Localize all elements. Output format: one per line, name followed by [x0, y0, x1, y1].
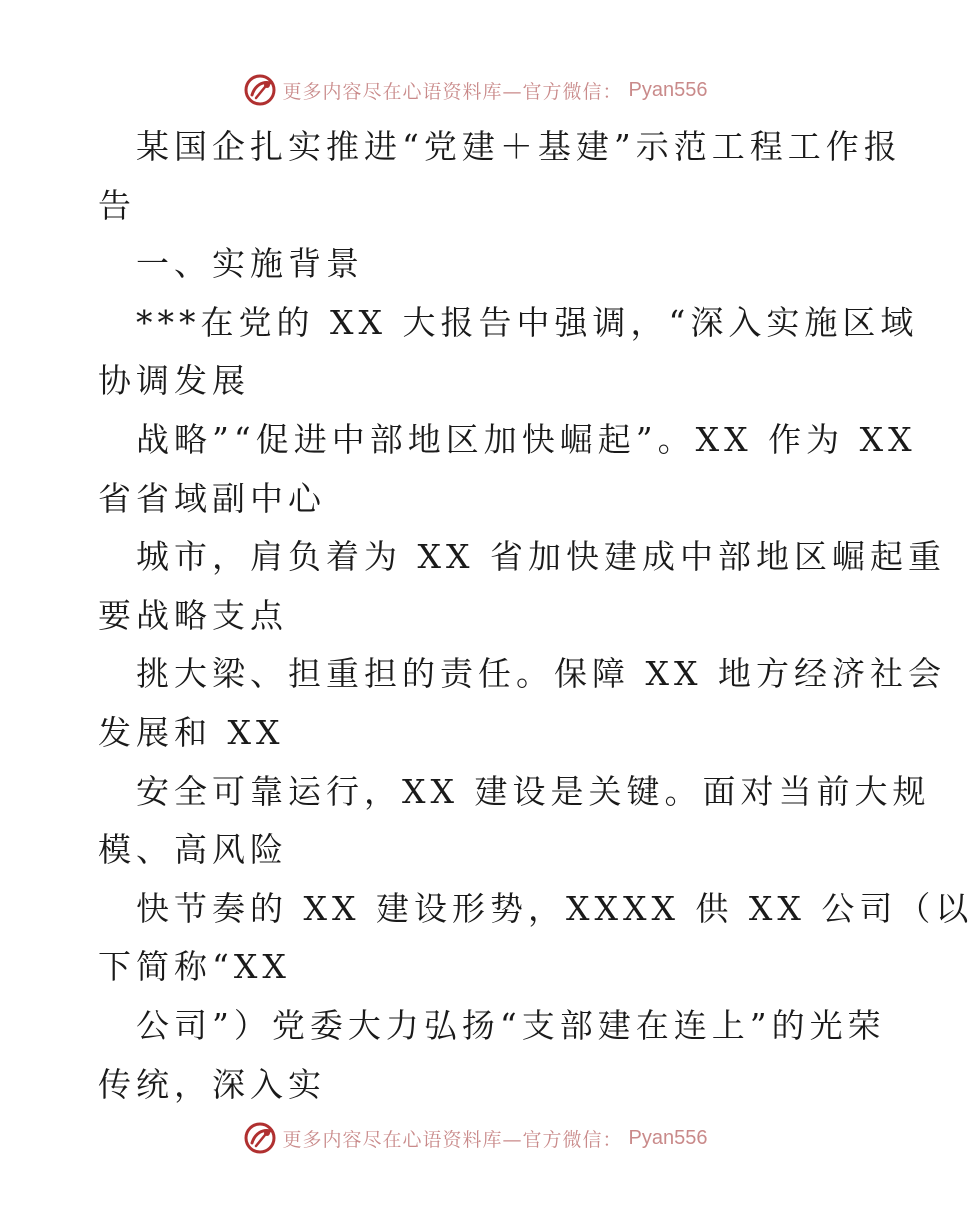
body-line: 公司”）党委大力弘扬“支部建在连上”的光荣 — [136, 1005, 886, 1045]
header-banner-text: 更多内容尽在心语资料库—官方微信： — [282, 80, 623, 103]
body-line: 下简称“XX — [98, 947, 291, 987]
doc-title-line-2: 告 — [98, 185, 136, 225]
header-banner-wechat-id: Pyan556 — [628, 78, 708, 101]
header-watermark-banner — [0, 70, 950, 110]
section-heading: 一、实施背景 — [136, 244, 364, 284]
doc-title-line-1: 某国企扎实推进“党建＋基建”示范工程工作报 — [136, 127, 902, 166]
body-line: 发展和 XX — [98, 712, 285, 752]
document-body — [98, 118, 973, 1114]
body-line: 战略”“促进中部地区加快崛起”。XX 作为 XX — [136, 419, 917, 459]
brand-logo-icon — [243, 1121, 277, 1155]
body-line: 城市，肩负着为 XX 省加快建成中部地区崛起重 — [136, 537, 946, 577]
body-line: 协调发展 — [98, 361, 250, 401]
body-line: ***在党的 XX 大报告中强调，“深入实施区域 — [136, 302, 919, 342]
footer-banner-wechat-id: Pyan556 — [628, 1126, 708, 1149]
body-line: 快节奏的 XX 建设形势，XXXX 供 XX 公司（以 — [136, 888, 973, 928]
footer-banner-text: 更多内容尽在心语资料库—官方微信： — [282, 1128, 623, 1151]
body-line: 省省域副中心 — [98, 478, 326, 518]
body-line: 要战略支点 — [98, 595, 288, 635]
body-line: 模、高风险 — [98, 830, 288, 870]
body-line: 安全可靠运行，XX 建设是关键。面对当前大规 — [136, 771, 931, 811]
footer-watermark-banner — [0, 1118, 950, 1158]
body-line: 挑大梁、担重担的责任。保障 XX 地方经济社会 — [136, 654, 946, 694]
body-line: 传统，深入实 — [98, 1064, 326, 1104]
brand-logo-icon — [243, 73, 277, 107]
